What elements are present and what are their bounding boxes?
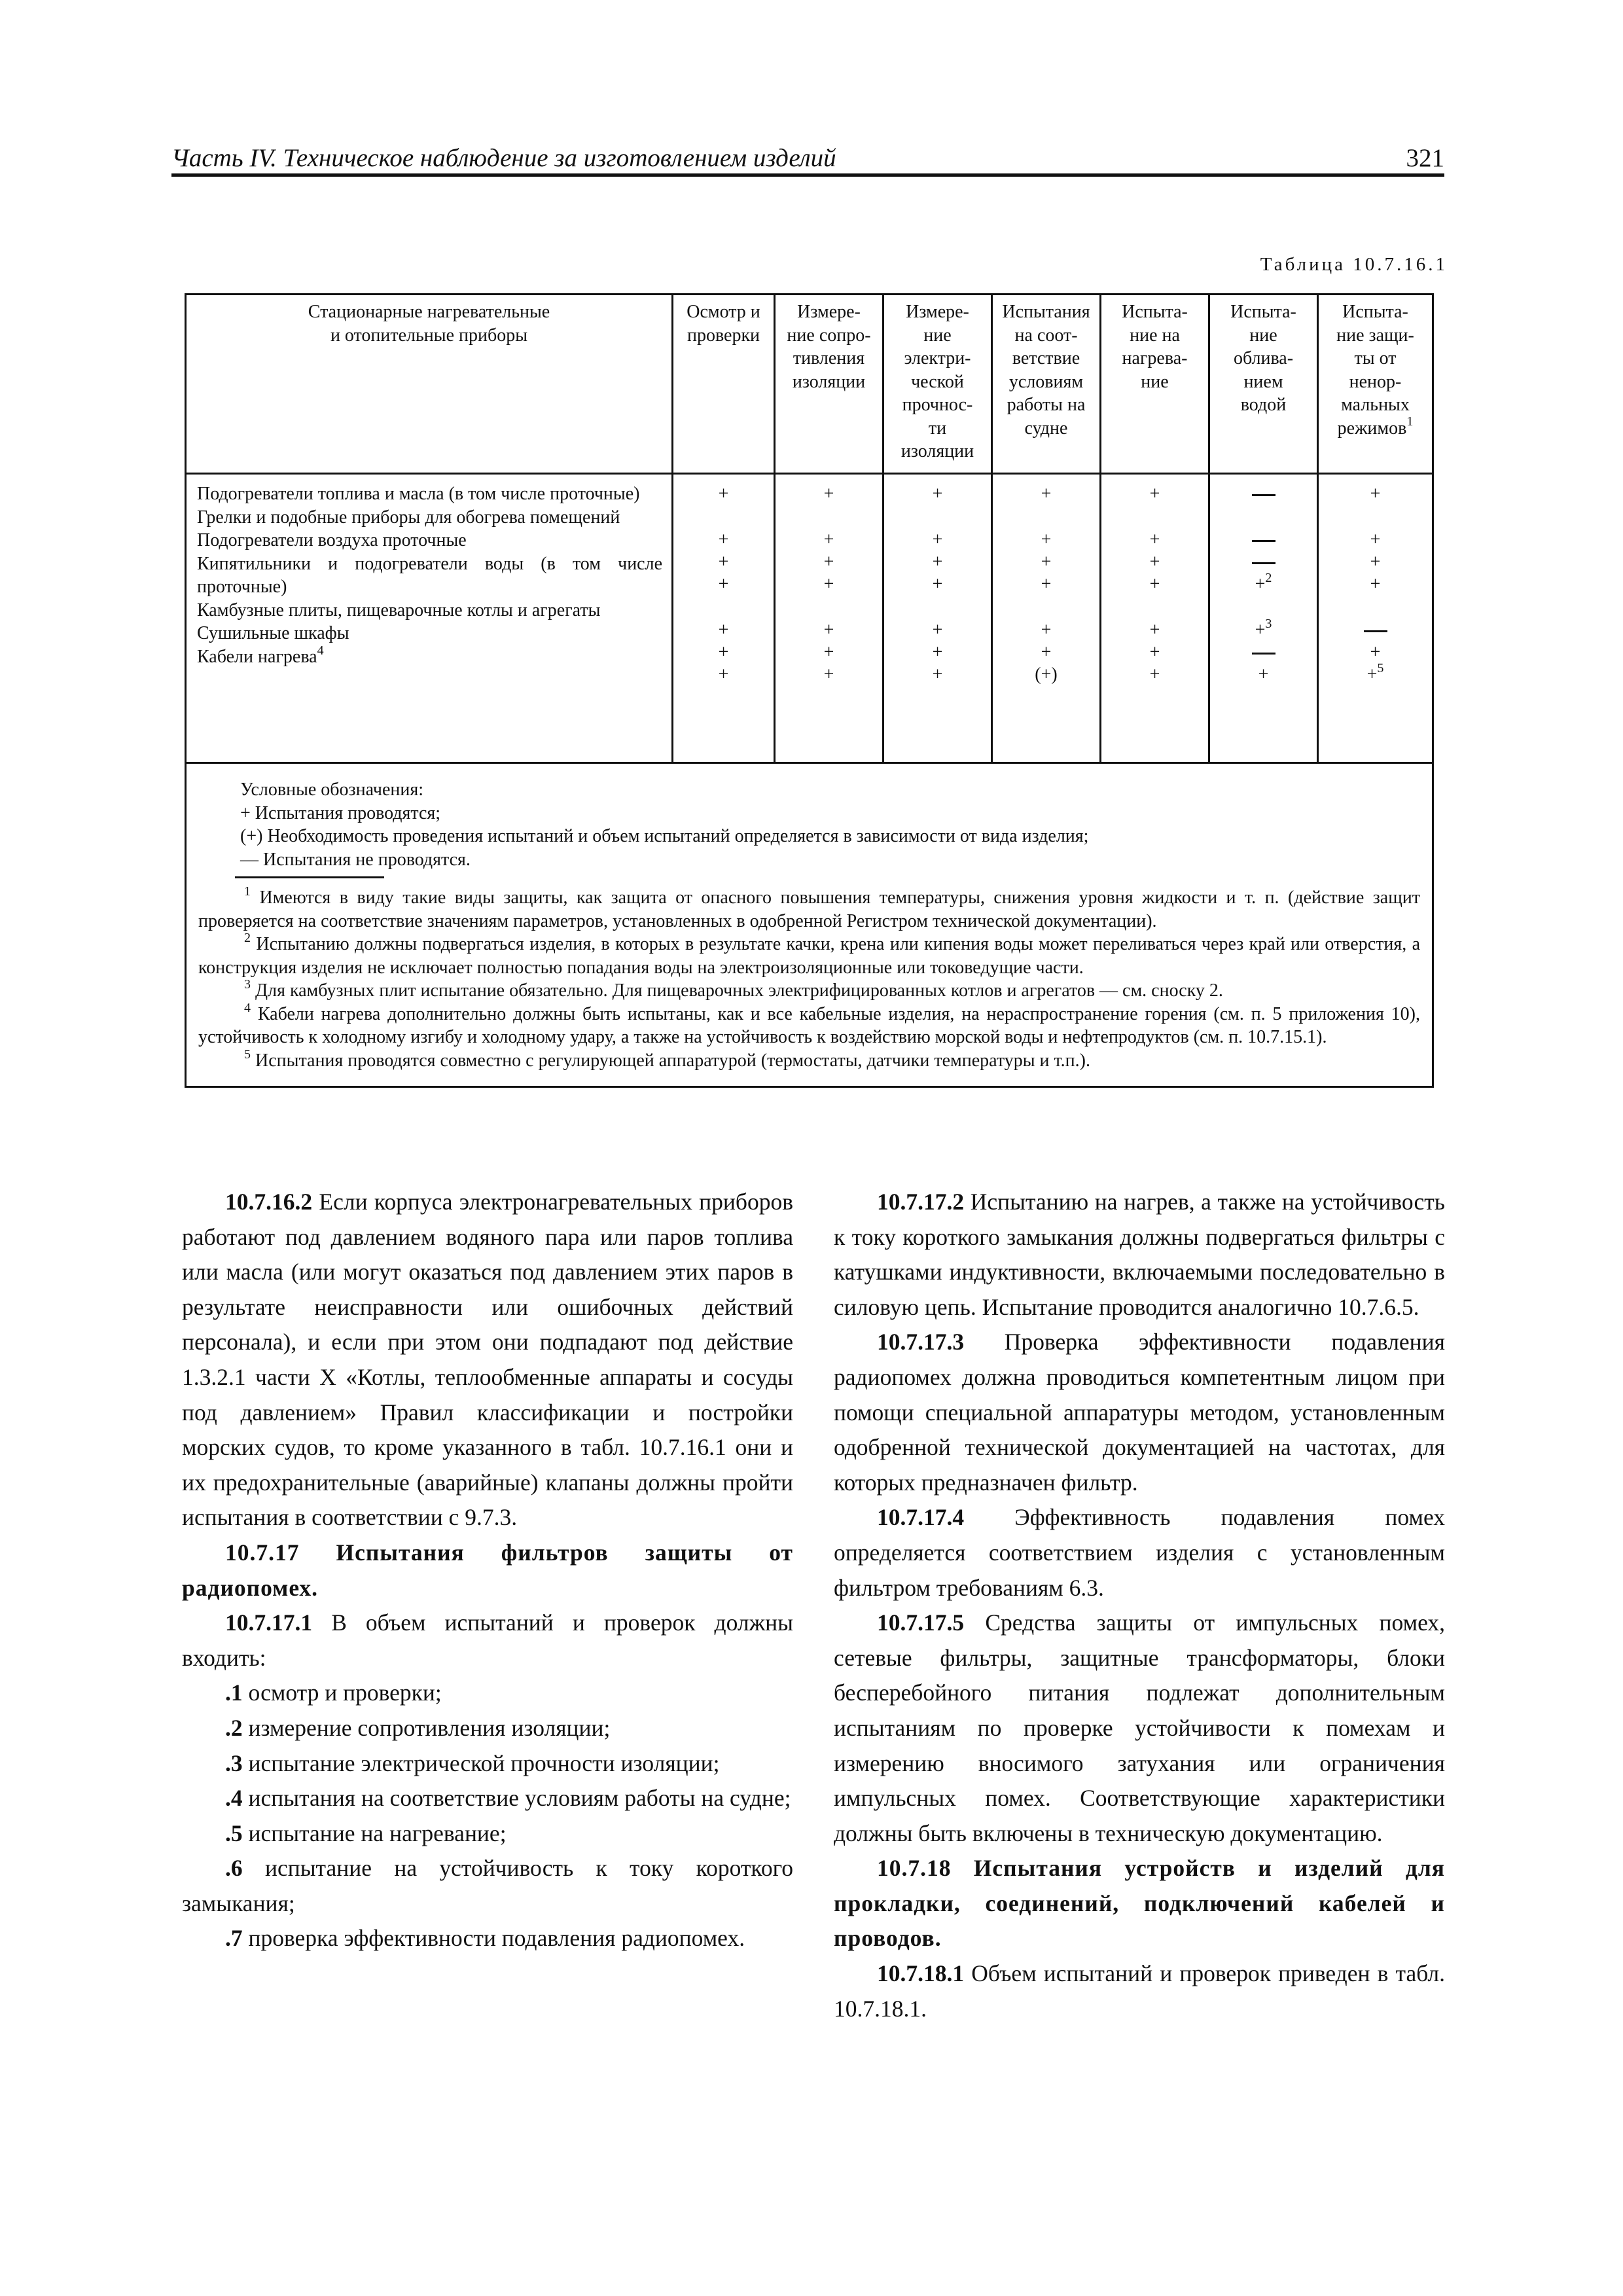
footnote-ref: 5 [1377, 660, 1384, 675]
mark: + [718, 574, 729, 594]
mark: + [1149, 574, 1160, 594]
legend-item: (+) Необходимость проведения испытаний и объем испытаний определяется в зависимости от вида изделия; [240, 826, 1089, 847]
paragraph: .4 испытания на соответствие условиям работы на судне; [225, 1785, 791, 1812]
column-header-line: ты от [1354, 348, 1397, 369]
clause-number: .7 [225, 1925, 243, 1952]
mark: + [823, 552, 834, 572]
footnote-number: 4 [244, 1000, 251, 1015]
paragraph: .1 осмотр и проверки; [225, 1679, 442, 1706]
mark: + [1041, 484, 1052, 504]
column-header-line: ние на [1130, 325, 1180, 346]
footnote-ref: 1 [1406, 414, 1414, 429]
column-header-line: судне [1024, 418, 1068, 439]
column-header-line: ние защи- [1336, 325, 1414, 346]
column-header [1209, 295, 1318, 474]
clause-number: 10.7.17.3 [877, 1329, 965, 1355]
column-header-line: Осмотр и [687, 302, 760, 322]
page-number: 321 [1406, 144, 1444, 172]
footnote-number: 1 [244, 884, 251, 899]
heading-text: Испытания устройств и изделий для прокладки, соединений, подключений кабелей и проводов. [834, 1855, 1445, 1952]
clause-number: .1 [225, 1679, 243, 1706]
column-header-line: нагрева- [1122, 348, 1188, 369]
mark: + [718, 642, 729, 662]
mark: + [1149, 642, 1160, 662]
section-heading [834, 1851, 1445, 1956]
running-header [171, 145, 1444, 177]
column-header-line: ние [923, 325, 952, 346]
column-header [883, 295, 992, 474]
column-header [1101, 295, 1209, 474]
legend-title: Условные обозначения: [240, 780, 424, 800]
section-heading [182, 1535, 793, 1605]
clause-number: .2 [225, 1714, 243, 1741]
column-header-line: режимов$^1$ [1337, 414, 1414, 439]
footnote-number: 5 [244, 1047, 251, 1062]
legend-item: — Испытания не проводятся. [240, 849, 471, 870]
mark: + [823, 529, 834, 550]
mark: + [823, 620, 834, 640]
mark: + [932, 552, 943, 572]
footnote-rule [235, 876, 384, 878]
mark: + [932, 664, 943, 685]
footnote-number: 3 [244, 977, 251, 992]
column-header-line: мальных [1341, 395, 1410, 416]
mark-cell [1318, 474, 1433, 763]
table-body [186, 474, 1433, 763]
paragraph: 10.7.16.2 Если корпуса электронагревательных приборов работают под давлением водяного пара или паров топлива или масла (или могут оказаться под давлением этих паров в результате неисправности или ошибочных действий персонала), и если при этом они подпадают под действие 1.3.2.1 части X «Котлы, теплообменные аппараты и сосуды под давлением» Правил классификации и постройки морских судов, то кроме указанного в табл. 10.7.16.1 они и их предохранительные (аварийные) клапаны должны пройти испытания в соответствии с 9.7.3. [182, 1189, 793, 1531]
mark: +$^3$ [1255, 616, 1272, 640]
row-name: Подогреватели топлива и масла (в том числе проточные) [197, 484, 640, 504]
mark: + [718, 664, 729, 685]
footnote: $^2$ Испытанию должны подвергаться изделия, в которых в результате качки, крена или кипения воды может переливаться через край или отверстия, а конструкция изделия не исключает полностью попадания воды на электроизоляционные или токоведущие части. [198, 930, 1420, 978]
column-header-line: изоляции [792, 371, 866, 392]
paragraph: .6 испытание на устойчивость к току короткого замыкания; [182, 1855, 793, 1916]
mark: + [932, 484, 943, 504]
paragraph: 10.7.17.3 Проверка эффективности подавления радиопомех должна проводиться компетентным лицом при помощи специальной аппаратуры методом, установленным одобренной технической документацией на частотах, для которых предназначен фильтр. [834, 1329, 1445, 1496]
dash-mark [1252, 653, 1275, 655]
row-name: Кабели нагрева$^4$ [197, 643, 324, 667]
clause-number: 10.7.18.1 [877, 1960, 965, 1987]
mark: + [1041, 642, 1052, 662]
paragraph: .3 испытание электрической прочности изоляции; [225, 1749, 720, 1776]
column-header-line: облива- [1233, 348, 1294, 369]
paragraph: .2 измерение сопротивления изоляции; [225, 1714, 611, 1741]
mark: + [1149, 552, 1160, 572]
dash-mark [1252, 562, 1275, 564]
paragraph: 10.7.17.1 В объем испытаний и проверок должны входить: [182, 1609, 793, 1671]
paragraph: 10.7.17.5 Средства защиты от импульсных помех, сетевые фильтры, защитные трансформаторы, блоки бесперебойного питания подлежат дополнительным испытаниям по проверке устойчивости к помехам и измерению вносимого затухания или ограничения импульсных помех. Соответствующие характеристики должны быть включены в техническую документацию. [834, 1609, 1445, 1846]
mark: + [1041, 529, 1052, 550]
column-header-line: и отопительные приборы [330, 325, 528, 346]
footnote-ref: 3 [1265, 616, 1272, 631]
mark: + [718, 552, 729, 572]
column-header-line: Испытания [1002, 302, 1090, 322]
footnote-number: 2 [244, 930, 251, 945]
footnote: $^4$ Кабели нагрева дополнительно должны быть испытаны, как и все кабельные изделия, на нераспространение горения (см. п. 5 приложения 10), устойчивость к холодному изгибу и холодному удару, а также на устойчивость к воздействию морской воды и нефтепродуктов (см. п. 10.7.15.1). [198, 1000, 1420, 1048]
heading-text: Испытания фильтров защиты от радиопомех. [182, 1539, 793, 1601]
clause-number: .3 [225, 1749, 243, 1776]
footnote-ref: 2 [1265, 570, 1272, 585]
mark: + [932, 642, 943, 662]
column-header [186, 295, 673, 474]
column-header-line: Измере- [906, 302, 969, 322]
mark [1210, 550, 1317, 573]
column-header-line: на соот- [1014, 325, 1078, 346]
column-header-line: тивления [793, 348, 865, 369]
column-header [992, 295, 1101, 474]
column-header [775, 295, 883, 474]
mark: + [1149, 529, 1160, 550]
column-header-line: ние [1249, 325, 1277, 346]
column-header-line: ветствие [1012, 348, 1080, 369]
mark-cell [883, 474, 992, 763]
mark: + [823, 574, 834, 594]
clause-number: 10.7.18 [877, 1855, 952, 1882]
mark: + [932, 620, 943, 640]
mark: + [932, 574, 943, 594]
clause-number: 10.7.17 [225, 1539, 300, 1566]
column-header-line: проверки [687, 325, 760, 346]
running-title: Часть IV. Техническое наблюдение за изготовлением изделий [171, 144, 836, 172]
column-header-line: ние сопро- [787, 325, 871, 346]
column-header [1318, 295, 1433, 474]
row-name: Подогреватели воздуха проточные [197, 530, 467, 551]
mark: + [718, 529, 729, 550]
footnote: $^3$ Для камбузных плит испытание обязательно. Для пищеварочных электрифицированных котлов и агрегатов — см. сноску 2. [244, 977, 1223, 1001]
column-header-line: ненор- [1349, 371, 1402, 392]
mark: + [1041, 574, 1052, 594]
mark: + [1149, 620, 1160, 640]
mark: + [1370, 484, 1381, 504]
mark [1210, 528, 1317, 550]
column-header-line: условиям [1008, 371, 1084, 392]
header-rule [171, 173, 1444, 177]
footnote-ref: 4 [317, 643, 324, 658]
mark: + [1370, 642, 1381, 662]
mark: + [1370, 552, 1381, 572]
mark-cell [1101, 474, 1209, 763]
clause-number: .6 [225, 1855, 243, 1882]
mark [1210, 641, 1317, 663]
mark-cell [775, 474, 883, 763]
dash-mark [1252, 540, 1275, 542]
table-10-7-16-1 [185, 293, 1432, 1113]
mark-cell [673, 474, 775, 763]
mark-cell [1209, 474, 1318, 763]
column-header-line: ние [1141, 371, 1169, 392]
clause-number: 10.7.17.2 [877, 1189, 965, 1215]
column-header [673, 295, 775, 474]
table-caption: Таблица 10.7.16.1 [1260, 254, 1448, 275]
clause-number: 10.7.17.4 [877, 1504, 965, 1531]
mark: + [1370, 574, 1381, 594]
column-header-line: Стационарные нагревательные [308, 302, 550, 322]
left-column [182, 1185, 793, 1956]
row-name: Сушильные шкафы [197, 623, 349, 644]
column-header-line: Испыта- [1342, 302, 1408, 322]
column-header-line: ти [928, 418, 947, 439]
column-header-line: Испыта- [1122, 302, 1188, 322]
dash-mark [1252, 494, 1275, 496]
right-column [834, 1185, 1445, 2026]
legend-item: + Испытания проводятся; [240, 802, 441, 823]
mark: + [1258, 664, 1269, 685]
mark: +$^5$ [1366, 660, 1384, 685]
column-header-line: водой [1240, 395, 1287, 416]
clause-number: 10.7.17.1 [225, 1609, 313, 1636]
mark: + [718, 484, 729, 504]
header-row [186, 295, 1433, 474]
paragraph: 10.7.17.2 Испытанию на нагрев, а также на устойчивость к току короткого замыкания должны подвергаться фильтры с катушками индуктивности, включаемыми последовательно в силовую цепь. Испытание проводится аналогично 10.7.6.5. [834, 1189, 1445, 1320]
footnotes [198, 884, 1420, 1072]
mark: + [1041, 552, 1052, 572]
test-table [185, 293, 1434, 1088]
paragraph: 10.7.17.4 Эффективность подавления помех определяется соответствием изделия с установленным фильтром требованиям 6.3. [834, 1504, 1445, 1601]
legend-footnotes [186, 763, 1433, 1087]
clause-number: 10.7.17.5 [877, 1609, 965, 1636]
clause-number: 10.7.16.2 [225, 1189, 313, 1215]
paragraph: 10.7.18.1 Объем испытаний и проверок приведен в табл. 10.7.18.1. [834, 1960, 1445, 2022]
clause-number: .5 [225, 1820, 243, 1846]
mark [1210, 482, 1317, 528]
row-name: Камбузные плиты, пищеварочные котлы и агрегаты [197, 600, 601, 620]
row-name: Кипятильники и подогреватели воды (в том числе проточные) [197, 553, 662, 598]
paragraph: .5 испытание на нагревание; [225, 1820, 507, 1846]
mark: + [823, 642, 834, 662]
mark: + [932, 529, 943, 550]
column-header-line: Измере- [797, 302, 861, 322]
mark: + [1041, 620, 1052, 640]
mark: +$^2$ [1255, 570, 1272, 594]
paragraph: .7 проверка эффективности подавления радиопомех. [225, 1925, 745, 1952]
mark: + [1149, 664, 1160, 685]
footnote: $^5$ Испытания проводятся совместно с регулирующей аппаратурой (термостаты, датчики температуры и т.п.). [244, 1047, 1090, 1071]
column-header-line: прочнос- [902, 395, 973, 416]
mark-cell [992, 474, 1101, 763]
table-row [186, 474, 1433, 763]
column-header-line: ческой [911, 371, 964, 392]
column-header-line: работы на [1007, 395, 1086, 416]
column-header-line: нием [1243, 371, 1283, 392]
row-name: Грелки и подобные приборы для обогрева помещений [197, 507, 620, 528]
column-header-line: электри- [904, 348, 971, 369]
mark: + [1149, 484, 1160, 504]
mark [1319, 619, 1432, 641]
column-header-line: Испыта- [1230, 302, 1296, 322]
mark: + [1370, 529, 1381, 550]
mark: (+) [1035, 664, 1058, 685]
mark: + [718, 620, 729, 640]
clause-number: .4 [225, 1785, 243, 1812]
column-header-line: изоляции [901, 441, 974, 462]
mark: + [823, 484, 834, 504]
footnote: $^1$ Имеются в виду такие виды защиты, как защита от опасного повышения температуры, снижения уровня жидкости и т. п. (действие защит проверяется на соответствие значениям параметров, установленных в одобренной Регистром технической документации). [198, 884, 1420, 931]
dash-mark [1364, 630, 1387, 632]
row-names-cell [186, 474, 673, 763]
mark: + [823, 664, 834, 685]
